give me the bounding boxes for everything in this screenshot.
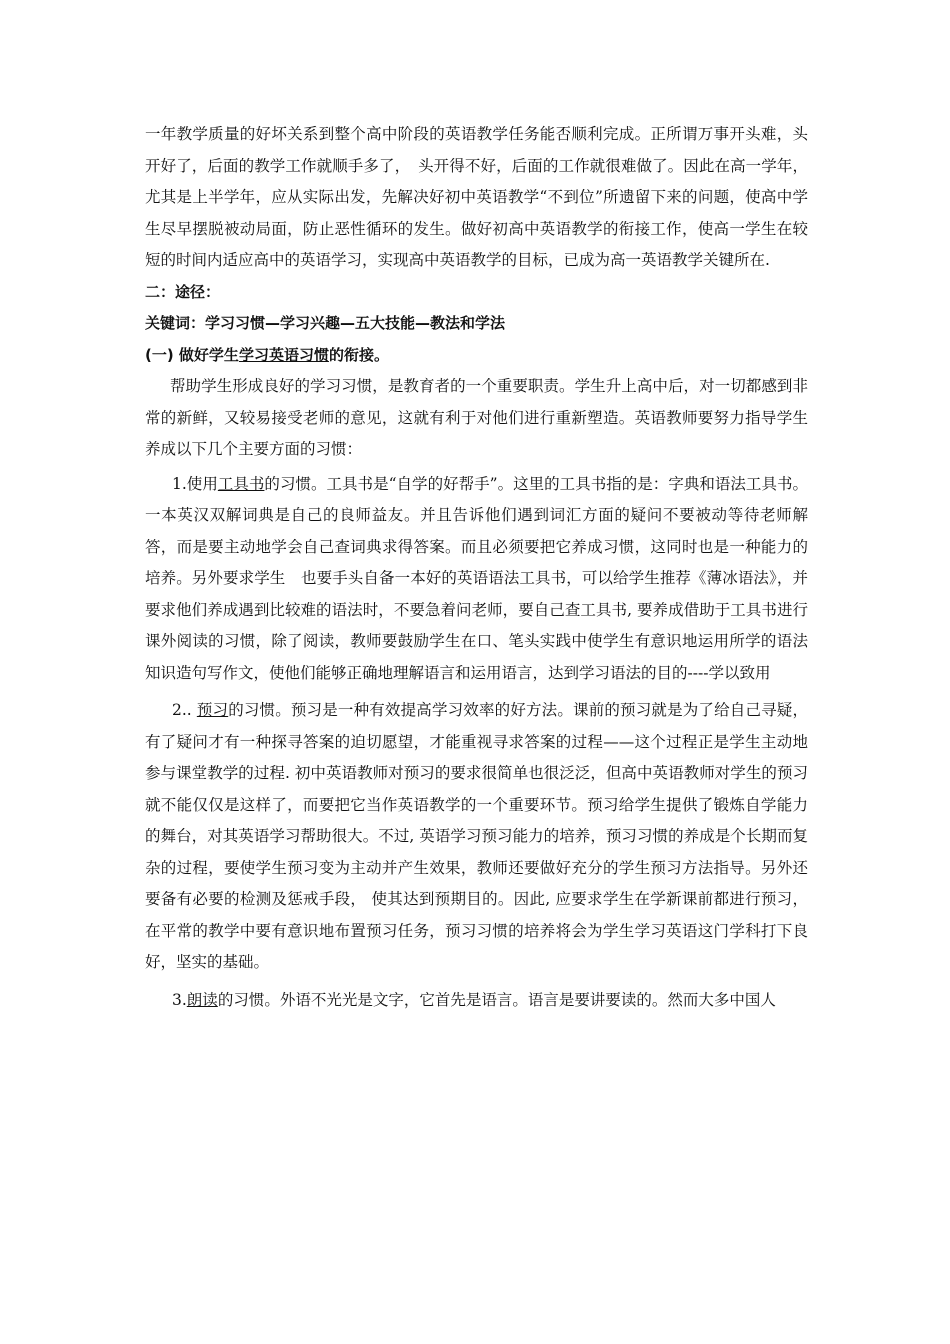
item-2-prefix: 2..: [172, 701, 197, 719]
item-2-underlined: 预习: [196, 701, 229, 719]
item-2-text: 的习惯。预习是一种有效提高学习效率的好方法。课前的预习就是为了给自己寻疑，有了疑问才有一种探寻答案的迫切愿望，才能重视寻求答案的过程——这个过程正是学生主动地参与课堂教学的过程. 初中英语教师对预习的要求很简单也很泛泛，但高中英语教师对学生的预习就不能仅仅是这样了，而要把它当作英语教学的一个重要环节。预习给学生提供了锻炼自学能力的舞台，对其英语学习帮助很大。不过, 英语学习预习能力的培养，预习习惯的养成是个长期而复杂的过程，要使学生预习变为主动并产生效果，教师还要做好充分的学生预习方法指导。另外还要备有必要的检测及惩戒手段， 使其达到预期目的。因此, 应要求学生在学新课前都进行预习，在平常的教学中要有意识地布置预习任务，预习习惯的培养将会为学生学习英语这门学科打下良好，坚实的基础。: [145, 701, 808, 971]
subsection-heading: [145, 340, 808, 372]
document-page: [145, 119, 808, 1016]
item-2-paragraph: [145, 695, 808, 979]
item-1-underlined: 工具书: [217, 474, 265, 493]
intro-paragraph: 一年教学质量的好坏关系到整个高中阶段的英语教学任务能否顺利完成。正所谓万事开头难，头开好了，后面的教学工作就顺手多了， 头开得不好，后面的工作就很难做了。因此在高一学年，尤其是上半学年，应从实际出发，先解决好初中英语教学“不到位”所遗留下来的问题，使高中学生尽早摆脱被动局面，防止恶性循环的发生。做好初高中英语教学的衔接工作，使高一学生在较短的时间内适应高中的英语学习，实现高中英语教学的目标，已成为高一英语教学关键所在.: [145, 125, 808, 269]
item-1-paragraph: [145, 469, 808, 690]
item-3-text: 的习惯。外语不光光是文字，它首先是语言。语言是要讲要读的。然而大多中国人: [217, 990, 776, 1009]
item-1-text: 的习惯。工具书是“自学的好帮手”。这里的工具书指的是：字典和语法工具书。一本英汉双解词典是自己的良师益友。并且告诉他们遇到词汇方面的疑问不要被动等待老师解答，而是要主动地学会自己查词典求得答案。而且必须要把它养成习惯，这同时也是一种能力的培养。另外要求学生 也要手头自备一本好的英语语法工具书，可以给学生推荐《薄冰语法》，并要求他们养成遇到比较难的语法时，不要急着问老师，要自己查工具书, 要养成借助于工具书进行课外阅读的习惯，除了阅读，教师要鼓励学生在口、笔头实践中使学生有意识地运用所学的语法知识造句写作文，使他们能够正确地理解语言和运用语言，达到学习语法的目的----学以致用: [145, 474, 808, 682]
subsection-underlined: 学习英语习惯: [238, 345, 329, 364]
item-3-underlined: 朗读: [186, 990, 218, 1009]
item-1-prefix: 1.使用: [172, 474, 218, 493]
item-3-prefix: 3.: [172, 990, 187, 1009]
subsection-prefix: (一) 做好学生: [145, 345, 239, 364]
habits-intro-paragraph: 帮助学生形成良好的学习习惯，是教育者的一个重要职责。学生升上高中后，对一切都感到非常的新鲜，又较易接受老师的意见，这就有利于对他们进行重新塑造。英语教师要努力指导学生养成以下几个主要方面的习惯：: [145, 377, 808, 458]
subsection-suffix: 的衔接。: [328, 345, 389, 364]
section-heading: 二：途径：: [145, 282, 221, 301]
keywords-line: 关键词：学习习惯—学习兴趣—五大技能—教法和学法: [145, 314, 506, 332]
item-3-paragraph: [145, 985, 808, 1017]
